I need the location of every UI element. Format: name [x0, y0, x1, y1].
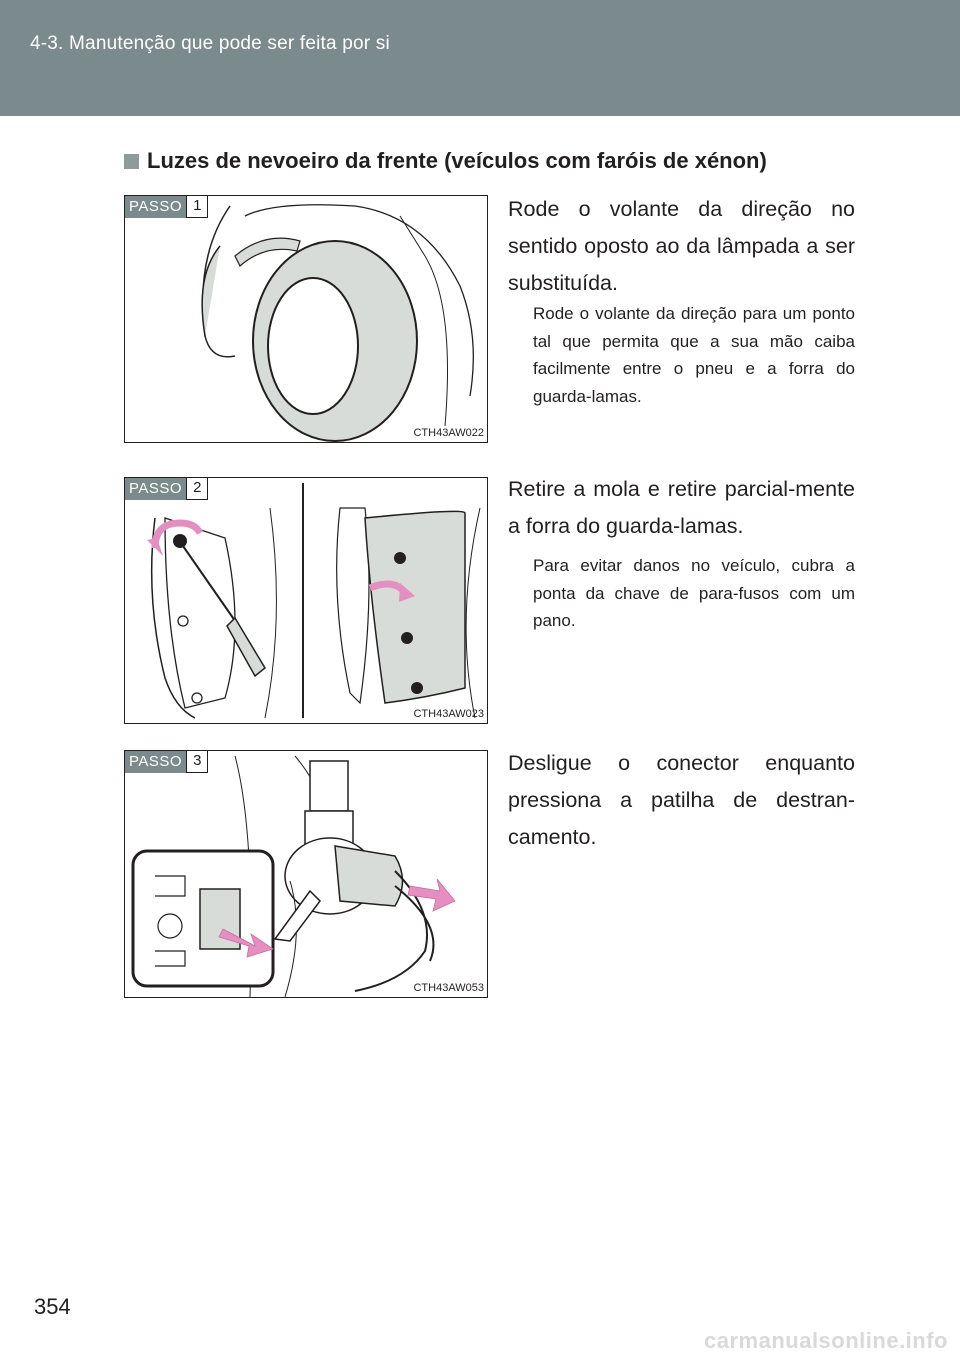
- step-1-text: Rode o volante da direção no sentido oposto ao da lâmpada a ser substituída.: [508, 197, 855, 295]
- step-badge: [125, 751, 208, 773]
- watermark: carmanualsonline.info: [704, 1328, 948, 1353]
- step-number: 2: [186, 478, 208, 500]
- step-number: 1: [186, 196, 208, 218]
- figure-code: CTH43AW023: [413, 708, 484, 720]
- step-2-note: Para evitar danos no veículo, cubra a ponta da chave de para-fusos com um pano.: [533, 556, 855, 630]
- step-3-text: Desligue o conector enquanto pressiona a patilha de destran-camento.: [508, 751, 855, 849]
- square-bullet-icon: [124, 154, 139, 169]
- step-1-note: Rode o volante da direção para um ponto tal que permita que a sua mão caiba facilmente entre o pneu e a forra do guarda-lamas.: [533, 304, 855, 406]
- step-label: PASSO: [125, 478, 186, 500]
- step-2-illustration: [124, 477, 488, 724]
- step-2-text: Retire a mola e retire parcial-mente a forra do guarda-lamas.: [508, 477, 855, 538]
- section-heading-text: Luzes de nevoeiro da frente (veículos com faróis de xénon): [147, 148, 767, 173]
- step-badge: [125, 478, 208, 500]
- tire-wheel-arch-icon: [125, 196, 487, 442]
- connector-release-icon: [125, 751, 487, 997]
- step-number: 3: [186, 751, 208, 773]
- figure-code: CTH43AW022: [413, 427, 484, 439]
- page-header: [0, 0, 960, 116]
- step-1-illustration: [124, 195, 488, 443]
- step-3-illustration: [124, 750, 488, 998]
- section-heading: [124, 148, 767, 174]
- figure-code: CTH43AW053: [413, 982, 484, 994]
- page-number: 354: [34, 1294, 71, 1319]
- screwdriver-clip-removal-icon: [125, 478, 487, 723]
- step-label: PASSO: [125, 751, 186, 773]
- chapter-title: 4-3. Manutenção que pode ser feita por si: [30, 33, 390, 54]
- step-badge: [125, 196, 208, 218]
- step-label: PASSO: [125, 196, 186, 218]
